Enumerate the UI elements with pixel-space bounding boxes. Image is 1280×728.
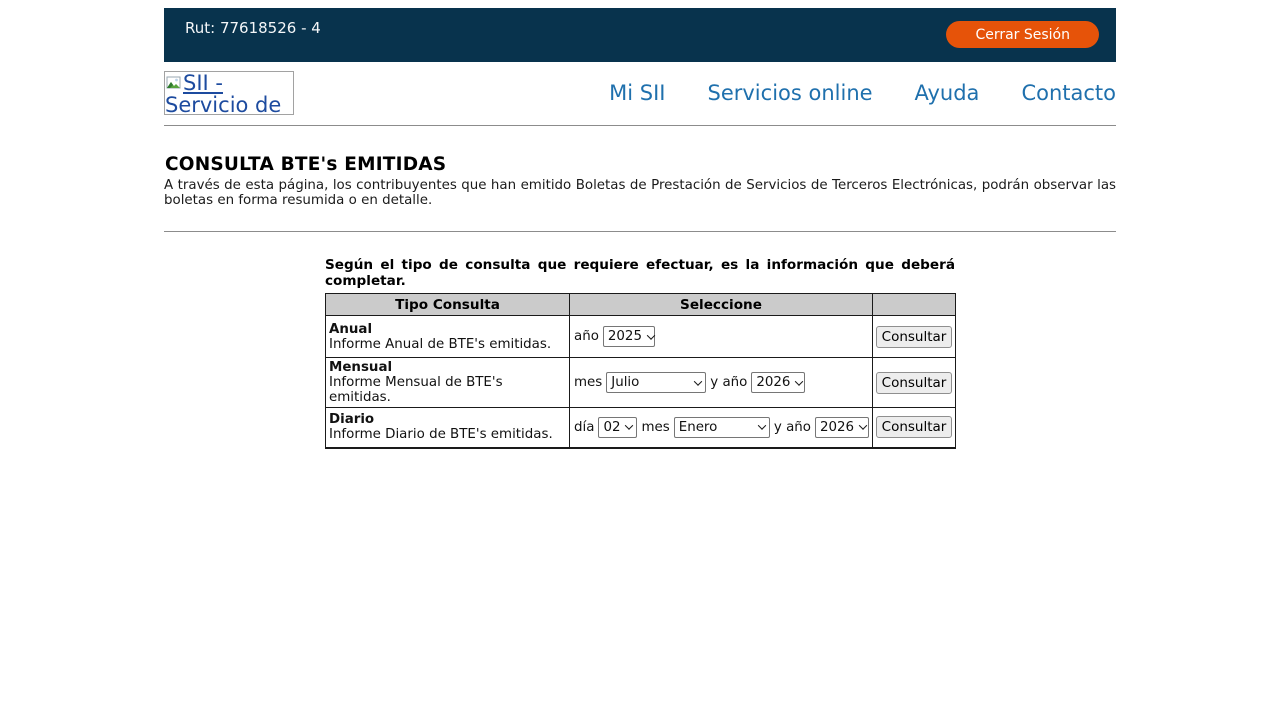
anual-consultar-button[interactable]: Consultar xyxy=(876,326,952,348)
mensual-consultar-button[interactable]: Consultar xyxy=(876,372,952,394)
table-row-anual xyxy=(326,316,956,358)
chevron-down-icon xyxy=(625,422,633,430)
header-cell-action xyxy=(873,294,956,316)
consulta-form-area xyxy=(325,258,955,449)
topbar xyxy=(164,8,1116,62)
row-type-label: Mensual xyxy=(329,360,393,375)
diario-day-label: día xyxy=(574,419,595,435)
main-nav xyxy=(609,81,1116,105)
table-row-diario xyxy=(326,408,956,448)
mensual-month-select[interactable]: Julio xyxy=(606,372,706,393)
chevron-down-icon xyxy=(694,377,702,385)
section-divider xyxy=(164,231,1116,232)
diario-year-select[interactable]: 2026 xyxy=(815,417,869,438)
diario-day-select[interactable]: 02 xyxy=(598,417,637,438)
row-type-description: Informe Mensual de BTE's emitidas. xyxy=(329,375,503,405)
page-title: CONSULTA BTE's EMITIDAS xyxy=(165,154,447,175)
nav-item-ayuda[interactable]: Ayuda xyxy=(914,81,980,105)
chevron-down-icon xyxy=(795,377,803,385)
logo-link[interactable] xyxy=(164,71,294,115)
row-type-label: Anual xyxy=(329,321,373,337)
table-row-mensual xyxy=(326,358,956,408)
form-intro: Según el tipo de consulta que requiere efectuar, es la información que deberá completar. xyxy=(325,257,955,289)
nav-item-contacto[interactable]: Contacto xyxy=(1021,81,1116,105)
anual-year-label: año xyxy=(574,329,599,344)
page-container xyxy=(164,8,1116,449)
diario-month-select[interactable]: Enero xyxy=(674,417,770,438)
mensual-year-label: y año xyxy=(710,375,748,390)
diario-consultar-button[interactable]: Consultar xyxy=(876,416,952,438)
diario-year-label: y año xyxy=(773,419,811,435)
logout-button[interactable]: Cerrar Sesión xyxy=(946,21,1099,48)
diario-month-label: mes xyxy=(641,419,670,435)
mensual-month-label: mes xyxy=(574,375,603,390)
header-cell-seleccione: Seleccione xyxy=(570,294,873,316)
page-description: A través de esta página, los contribuyentes que han emitido Boletas de Prestación de Servicios de Terceros Electrónicas, podrán observar las boletas en forma resumida o en detalle. xyxy=(164,178,1116,208)
table-header-row xyxy=(326,294,956,316)
header-row xyxy=(164,68,1116,118)
chevron-down-icon xyxy=(859,422,867,430)
row-type-description: Informe Diario de BTE's emitidas. xyxy=(329,427,553,443)
header-cell-tipo-consulta: Tipo Consulta xyxy=(326,294,570,316)
header-divider xyxy=(164,125,1116,126)
rut-label: Rut: 77618526 - 4 xyxy=(185,19,321,37)
logo-alt-text: SII - Servicio de xyxy=(165,71,282,115)
consulta-table xyxy=(325,293,956,449)
anual-year-select[interactable]: 2025 xyxy=(603,326,655,347)
row-type-description: Informe Anual de BTE's emitidas. xyxy=(329,336,552,352)
nav-item-servicios-online[interactable]: Servicios online xyxy=(707,81,873,105)
chevron-down-icon xyxy=(758,422,766,430)
broken-image-icon xyxy=(166,72,182,86)
mensual-year-select[interactable]: 2026 xyxy=(751,372,805,393)
row-type-label: Diario xyxy=(329,412,375,428)
chevron-down-icon xyxy=(647,331,655,339)
nav-item-mi-sii[interactable]: Mi SII xyxy=(609,81,666,105)
